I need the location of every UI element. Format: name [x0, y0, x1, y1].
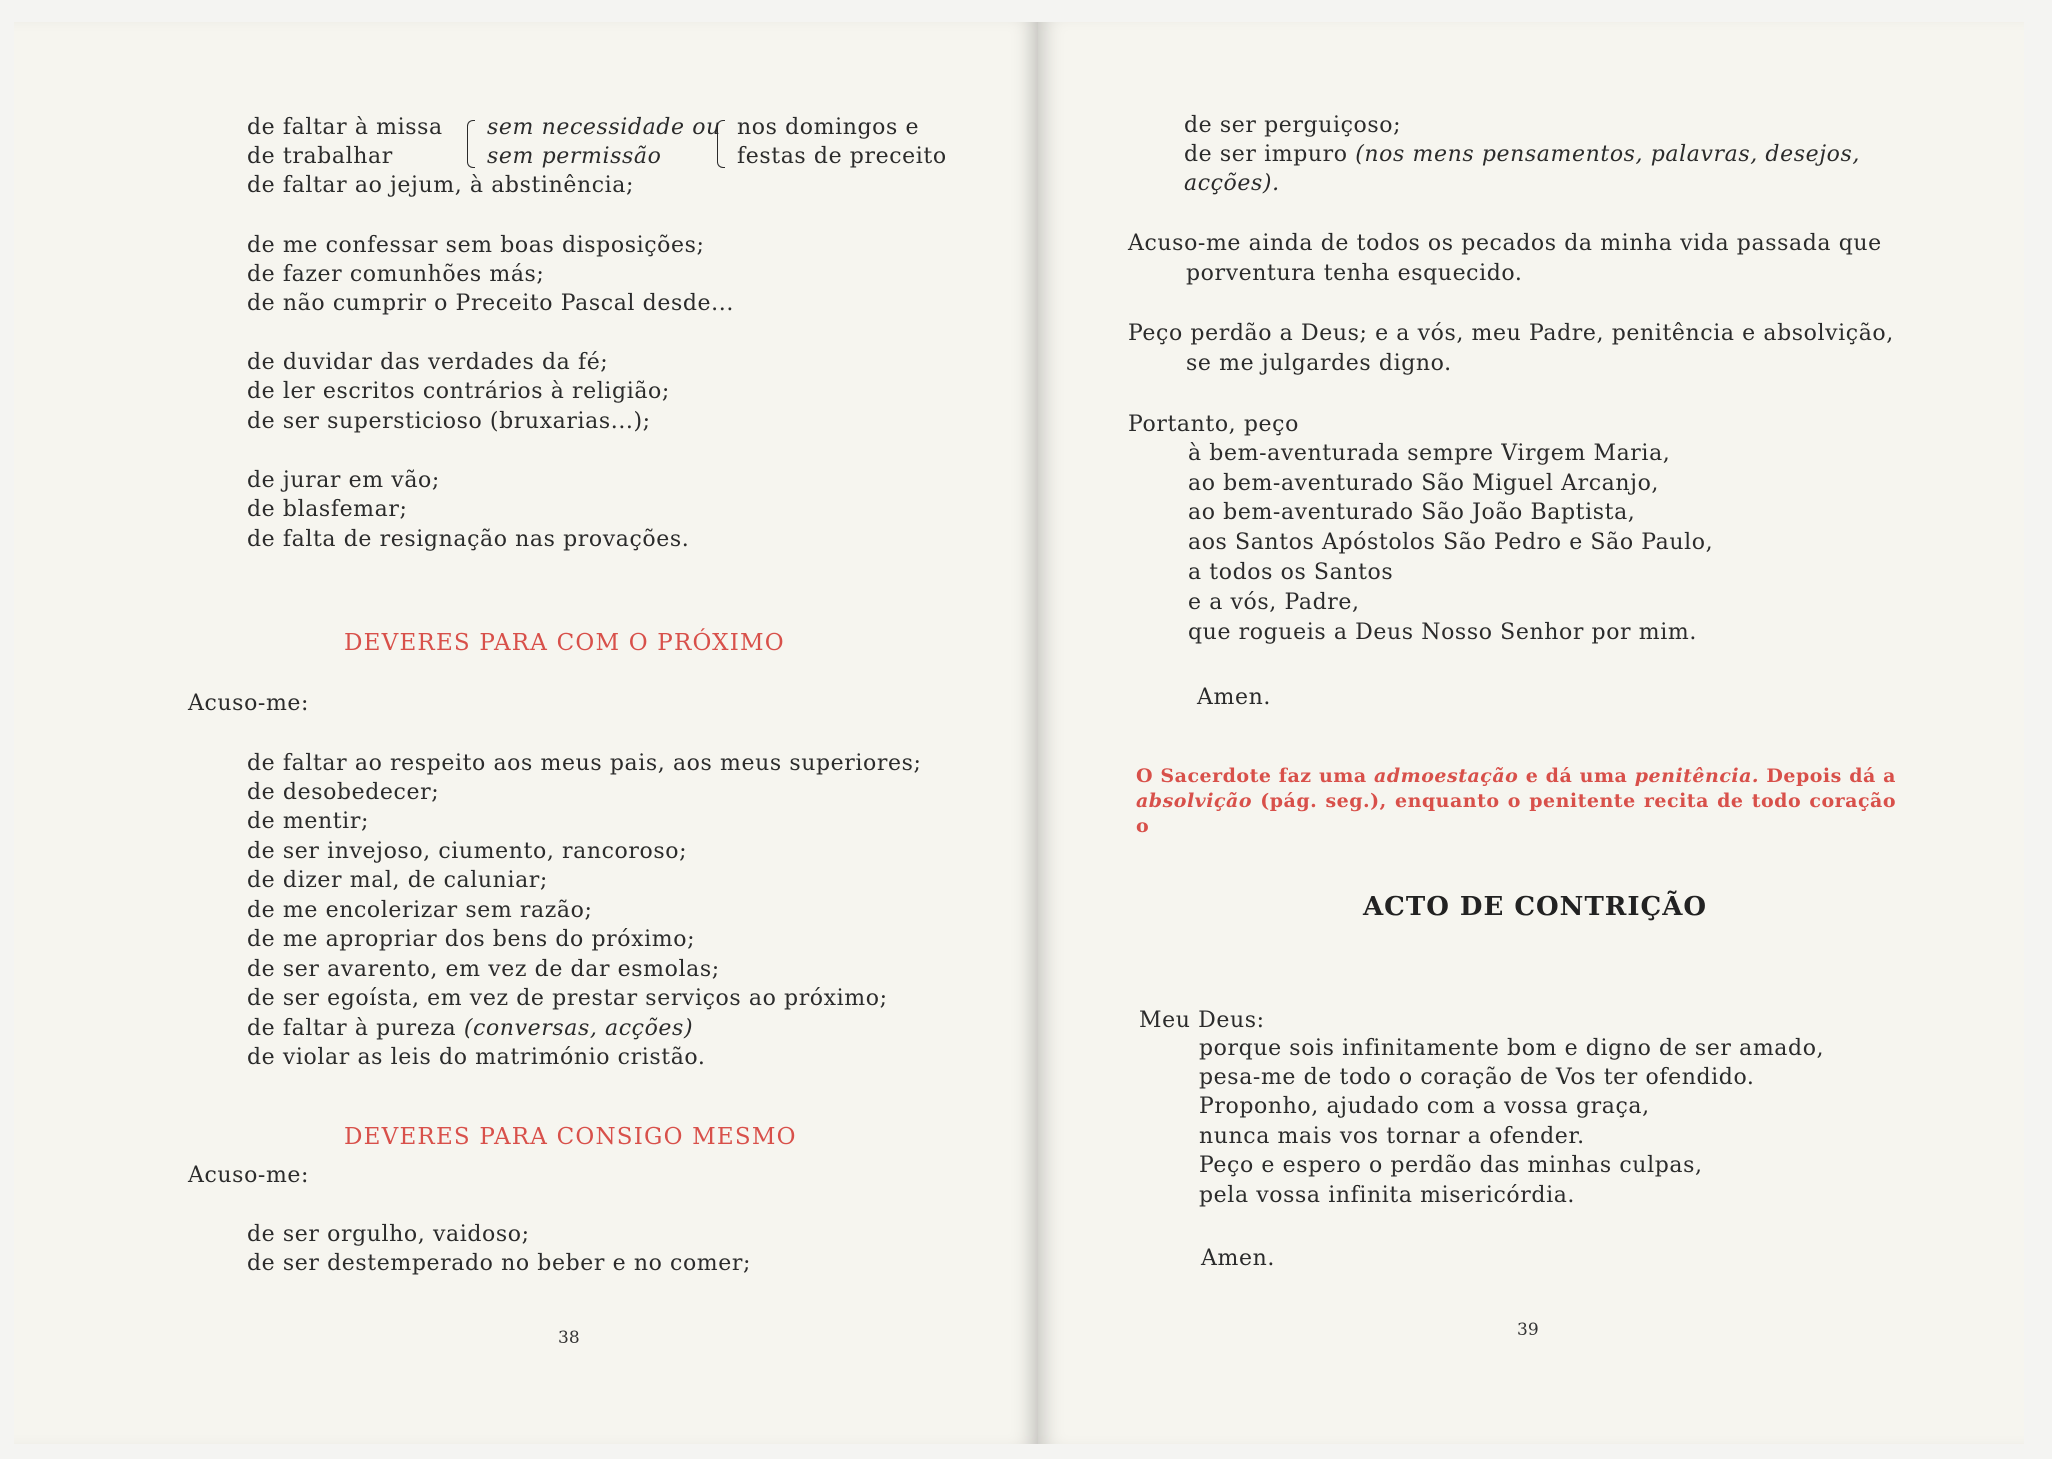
text-line: de me confessar sem boas disposições;: [247, 233, 705, 258]
section-heading-proximo: DEVERES PARA COM O PRÓXIMO: [344, 630, 785, 656]
text-line: que rogueis a Deus Nosso Senhor por mim.: [1188, 620, 1697, 645]
text-line: de ser supersticioso (bruxarias...);: [247, 409, 651, 434]
text-line: Amen.: [1197, 685, 1271, 710]
text-line: nos domingos e: [737, 115, 920, 140]
text-line: de blasfemar;: [247, 497, 408, 522]
text-line: a todos os Santos: [1188, 560, 1394, 585]
text-line: de ler escritos contrários à religião;: [247, 379, 670, 404]
page-number: 39: [1517, 1320, 1539, 1340]
text-line: de trabalhar: [247, 144, 393, 169]
acuso-label: Acuso-me:: [188, 691, 310, 716]
text-line: ao bem-aventurado São Miguel Arcanjo,: [1188, 471, 1660, 496]
text-line: de ser perguiçoso;: [1184, 113, 1402, 138]
text-line: de ser egoísta, em vez de prestar serviços ao próximo;: [247, 986, 888, 1011]
text-line: pesa-me de todo o coração de Vos ter ofendido.: [1199, 1065, 1755, 1090]
text-line: à bem-aventurada sempre Virgem Maria,: [1188, 441, 1671, 466]
text-fragment: de faltar à pureza: [247, 1016, 457, 1041]
text-line: sem necessidade ou: [487, 115, 721, 140]
text-line: porventura tenha esquecido.: [1186, 261, 1523, 286]
text-line: de ser invejoso, ciumento, rancoroso;: [247, 839, 688, 864]
text-line: Peço e espero o perdão das minhas culpas,: [1199, 1153, 1703, 1178]
rubric-text: (pág. seg.), enquanto o penitente recita de todo coração o: [1136, 790, 1896, 837]
text-line: de desobedecer;: [247, 780, 440, 805]
text-line: e a vós, Padre,: [1188, 590, 1360, 615]
rubric-italic: absolvição: [1136, 790, 1252, 812]
left-page: [14, 22, 1038, 1444]
text-line: Peço perdão a Deus; e a vós, meu Padre, penitência e absolvição,: [1128, 321, 1894, 346]
text-line: [1184, 141, 1860, 169]
text-line: de ser destemperado no beber e no comer;: [247, 1251, 752, 1276]
text-line: pela vossa infinita misericórdia.: [1199, 1183, 1576, 1208]
section-title-contricao: ACTO DE CONTRIÇÃO: [1363, 892, 1708, 922]
text-line: de faltar ao respeito aos meus pais, aos meus superiores;: [247, 751, 922, 776]
section-heading-consigo-mesmo: DEVERES PARA CONSIGO MESMO: [344, 1124, 797, 1150]
italic-note: (conversas, acções): [463, 1016, 694, 1041]
bracket-mark: [717, 120, 725, 168]
rubric-italic: penitência.: [1634, 765, 1760, 787]
text-line: de violar as leis do matrimónio cristão.: [247, 1045, 706, 1070]
text-line: nunca mais vos tornar a ofender.: [1199, 1124, 1585, 1149]
rubric-text: Depois dá a: [1759, 765, 1896, 787]
rubric-instruction: [1136, 764, 1896, 839]
text-line: de mentir;: [247, 809, 369, 834]
right-page: [1038, 22, 2024, 1444]
text-line: Meu Deus:: [1139, 1008, 1265, 1033]
text-line: Amen.: [1201, 1246, 1275, 1271]
bracket-mark: [467, 120, 475, 168]
text-line: aos Santos Apóstolos São Pedro e São Paulo,: [1188, 530, 1714, 555]
text-line: de duvidar das verdades da fé;: [247, 350, 609, 375]
text-line: de me apropriar dos bens do próximo;: [247, 927, 696, 952]
text-line: de ser orgulho, vaidoso;: [247, 1222, 530, 1247]
rubric-italic: admoestação: [1374, 765, 1519, 787]
rubric-text: O Sacerdote faz uma: [1136, 765, 1375, 787]
rubric-text: e dá uma: [1518, 765, 1635, 787]
text-line: de jurar em vão;: [247, 468, 440, 493]
text-fragment: de ser impuro: [1184, 142, 1348, 167]
text-line: de faltar à missa: [247, 115, 443, 140]
text-line: [247, 1015, 693, 1043]
text-line: de não cumprir o Preceito Pascal desde...: [247, 291, 734, 316]
text-line: festas de preceito: [737, 144, 947, 169]
text-line: se me julgardes digno.: [1186, 351, 1452, 376]
text-line: de dizer mal, de caluniar;: [247, 868, 548, 893]
acuso-label: Acuso-me:: [188, 1163, 310, 1188]
text-line: Portanto, peço: [1128, 412, 1299, 437]
text-line: Proponho, ajudado com a vossa graça,: [1199, 1094, 1650, 1119]
text-line: sem permissão: [487, 144, 662, 169]
italic-note: acções).: [1184, 171, 1280, 196]
text-line: de ser avarento, em vez de dar esmolas;: [247, 957, 720, 982]
text-line: de me encolerizar sem razão;: [247, 898, 593, 923]
page-number: 38: [558, 1328, 580, 1348]
italic-note: (nos mens pensamentos, palavras, desejos,: [1355, 142, 1860, 167]
text-line: de faltar ao jejum, à abstinência;: [247, 173, 635, 198]
text-line: de falta de resignação nas provações.: [247, 527, 690, 552]
text-line: Acuso-me ainda de todos os pecados da minha vida passada que: [1128, 231, 1882, 256]
text-line: de fazer comunhões más;: [247, 262, 545, 287]
text-line: porque sois infinitamente bom e digno de ser amado,: [1199, 1036, 1825, 1061]
text-line: ao bem-aventurado São João Baptista,: [1188, 500, 1636, 525]
